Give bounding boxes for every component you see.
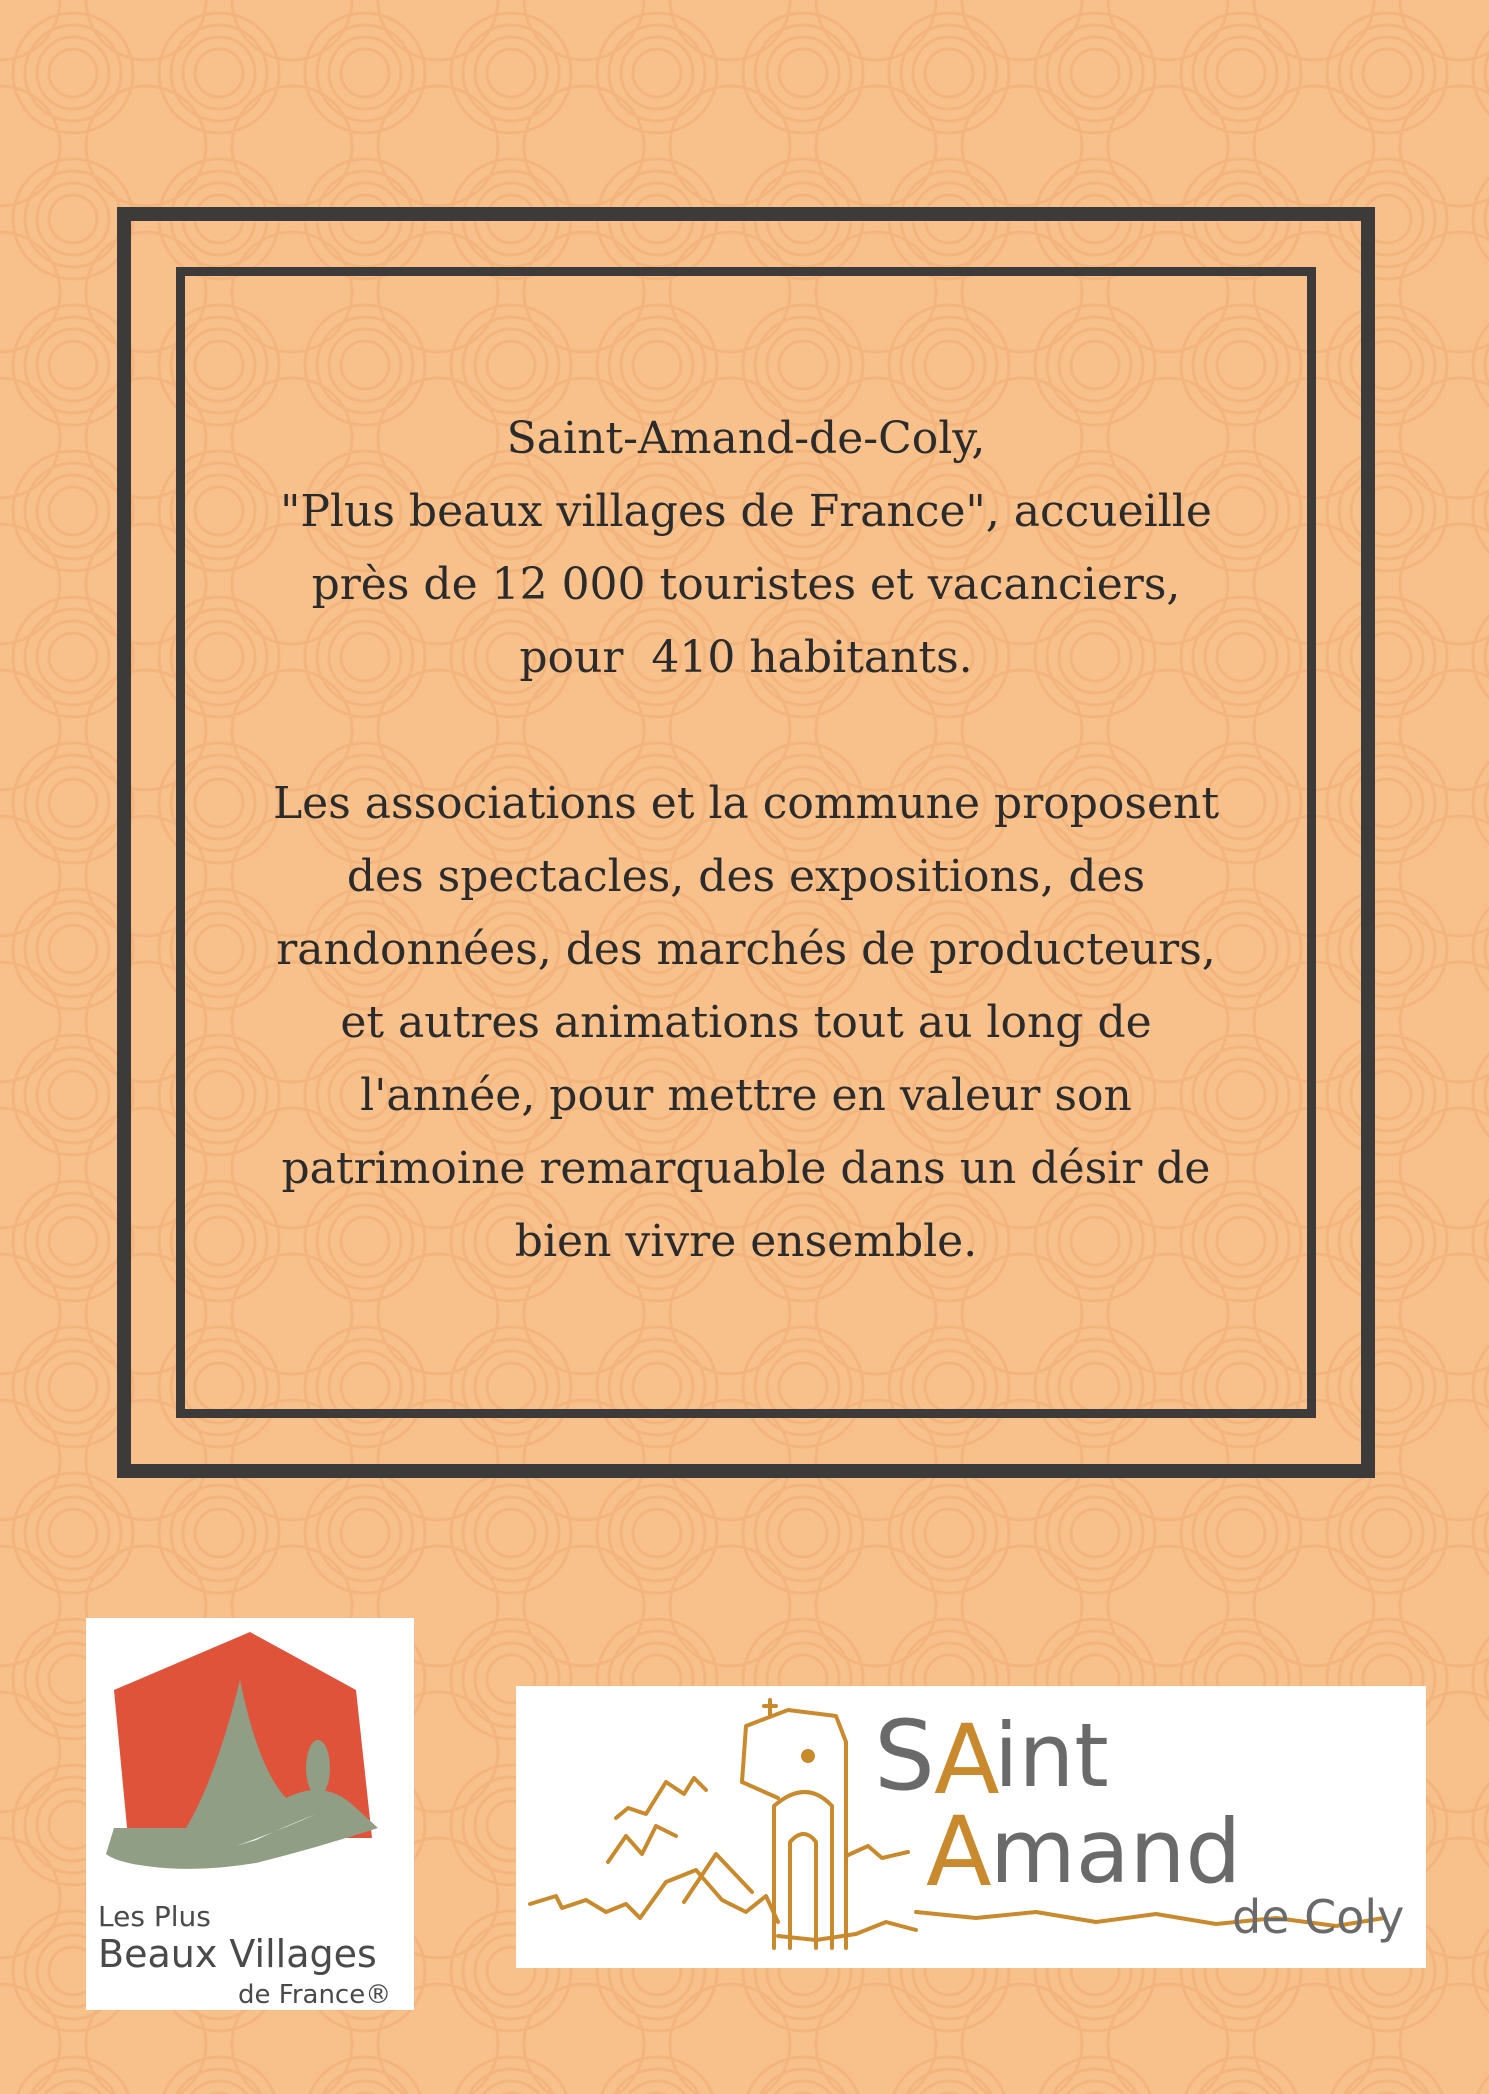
pbvf-line-2: Beaux Villages [98, 1932, 377, 1976]
poster-text [190, 402, 1302, 1278]
paragraph-gap [190, 694, 1302, 767]
poster-line: Les associations et la commune proposent [272, 778, 1220, 829]
poster-line: pour 410 habitants. [519, 632, 973, 683]
saint-amand-de-coly-logo [516, 1686, 1426, 1968]
logo-letter-a: A [926, 1796, 992, 1908]
poster-line: l'année, pour mettre en valeur son [360, 1070, 1132, 1121]
poster-line: Saint-Amand-de-Coly, [506, 413, 986, 464]
poster-line: patrimoine remarquable dans un désir de [281, 1143, 1211, 1194]
pbvf-line-1: Les Plus [98, 1900, 211, 1933]
poster-line: bien vivre ensemble. [514, 1216, 978, 1267]
poster-line: randonnées, des marchés de producteurs, [276, 924, 1216, 975]
poster-line: "Plus beaux villages de France", accueille [280, 486, 1212, 537]
poster-line: près de 12 000 touristes et vacanciers, [311, 559, 1181, 610]
pbvf-line-3: de France® [238, 1980, 392, 2010]
logo-word-int: int [994, 1704, 1109, 1807]
poster-line: et autres animations tout au long de [340, 997, 1152, 1048]
logo-letter-s: S [874, 1700, 935, 1812]
logo-word-de-coly: de Coly [1232, 1890, 1405, 1944]
logo-word-mand: mand [990, 1800, 1242, 1903]
poster-line: des spectacles, des expositions, des [346, 851, 1146, 902]
logo-letter-a: A [934, 1704, 1000, 1816]
plus-beaux-villages-logo [86, 1618, 414, 2010]
